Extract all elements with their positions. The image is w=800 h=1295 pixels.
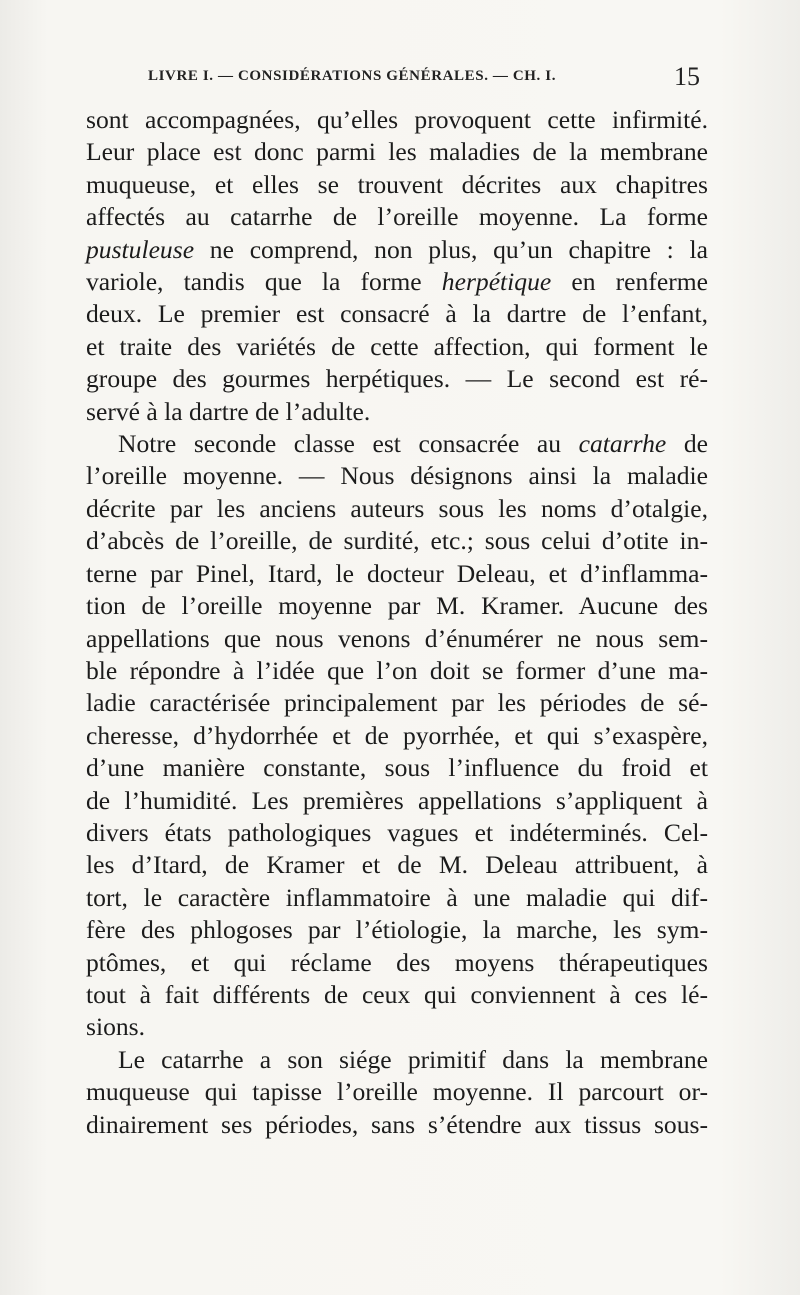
header-title: LIVRE I. — CONSIDÉRATIONS GÉNÉRALES. — CH. I. bbox=[148, 68, 557, 84]
text-segment: ble répondre à l’idée que l’on doit se former d’une ma- bbox=[86, 655, 708, 685]
text-segment: Notre seconde classe est consacrée au bbox=[118, 429, 579, 459]
text-line bbox=[86, 785, 708, 817]
text-segment: de bbox=[666, 429, 708, 459]
text-line bbox=[86, 849, 708, 881]
text-segment: décrite par les anciens auteurs sous les noms d’otalgie, bbox=[86, 493, 708, 523]
text-segment: cheresse, d’hydorrhée et de pyorrhée, et qui s’exaspère, bbox=[86, 720, 708, 750]
text-line bbox=[86, 363, 708, 395]
text-segment: tout à fait différents de ceux qui conviennent à ces lé- bbox=[86, 979, 708, 1009]
text-segment: en renferme bbox=[551, 267, 709, 297]
text-segment: ne comprend, non plus, qu’un chapitre : la bbox=[194, 234, 708, 264]
text-line bbox=[86, 1076, 708, 1108]
text-segment: et traite des variétés de cette affection, qui forment le bbox=[86, 331, 708, 361]
text-segment: variole, tandis que la forme bbox=[86, 267, 442, 297]
text-segment: tort, le caractère inflammatoire à une maladie qui dif- bbox=[86, 882, 708, 912]
text-line bbox=[86, 1011, 708, 1043]
text-line bbox=[86, 882, 708, 914]
text-segment: l’oreille moyenne. — Nous désignons ainsi la maladie bbox=[86, 461, 708, 491]
text-segment: terne par Pinel, Itard, le docteur Deleau, et d’inflamma- bbox=[86, 558, 708, 588]
text-line bbox=[86, 947, 708, 979]
text-line bbox=[86, 1044, 708, 1076]
text-segment: Le catarrhe a son siége primitif dans la membrane bbox=[118, 1044, 708, 1074]
text-line bbox=[86, 914, 708, 946]
text-line bbox=[86, 687, 708, 719]
text-segment: affectés au catarrhe de l’oreille moyenne. La forme bbox=[86, 202, 708, 232]
text-line bbox=[86, 752, 708, 784]
text-line bbox=[86, 331, 708, 363]
text-line bbox=[86, 201, 708, 233]
text-segment: appellations que nous venons d’énumérer ne nous sem- bbox=[86, 623, 708, 653]
text-segment: d’abcès de l’oreille, de surdité, etc.; sous celui d’otite in- bbox=[86, 526, 708, 556]
text-segment: deux. Le premier est consacré à la dartre de l’enfant, bbox=[86, 299, 708, 329]
text-segment: muqueuse, et elles se trouvent décrites aux chapitres bbox=[86, 169, 708, 199]
text-line bbox=[86, 169, 708, 201]
text-line bbox=[86, 558, 708, 590]
text-line bbox=[86, 1109, 708, 1141]
text-line bbox=[86, 234, 708, 266]
italic-text: catarrhe bbox=[578, 429, 667, 459]
text-segment: ptômes, et qui réclame des moyens thérapeutiques bbox=[86, 947, 708, 977]
text-line bbox=[86, 266, 708, 298]
text-segment: muqueuse qui tapisse l’oreille moyenne. Il parcourt or- bbox=[86, 1077, 708, 1107]
text-line bbox=[86, 720, 708, 752]
text-line bbox=[86, 590, 708, 622]
text-line bbox=[86, 493, 708, 525]
text-line bbox=[86, 298, 708, 330]
text-line bbox=[86, 623, 708, 655]
text-line bbox=[86, 136, 708, 168]
text-line bbox=[86, 817, 708, 849]
text-segment: servé à la dartre de l’adulte. bbox=[86, 396, 371, 426]
text-segment: tion de l’oreille moyenne par M. Kramer. Aucune des bbox=[86, 591, 708, 621]
text-segment: sont accompagnées, qu’elles provoquent cette infirmité. bbox=[86, 105, 708, 134]
body-text bbox=[86, 104, 708, 1141]
italic-text: pustuleuse bbox=[86, 234, 195, 264]
text-segment: les d’Itard, de Kramer et de M. Deleau attribuent, à bbox=[86, 850, 708, 880]
text-line bbox=[86, 396, 708, 428]
text-line bbox=[86, 460, 708, 492]
text-line bbox=[86, 525, 708, 557]
text-segment: fère des phlogoses par l’étiologie, la marche, les sym- bbox=[86, 915, 708, 945]
text-segment: Leur place est donc parmi les maladies de la membrane bbox=[86, 137, 708, 167]
text-segment: groupe des gourmes herpétiques. — Le second est ré- bbox=[86, 364, 708, 394]
page-number: 15 bbox=[674, 62, 700, 91]
text-segment: d’une manière constante, sous l’influence du froid et bbox=[86, 753, 708, 783]
text-line bbox=[86, 655, 708, 687]
text-line bbox=[86, 428, 708, 460]
text-segment: sions. bbox=[86, 1012, 146, 1042]
text-segment: divers états pathologiques vagues et indéterminés. Cel- bbox=[86, 817, 708, 847]
italic-text: herpétique bbox=[441, 267, 552, 297]
text-segment: ladie caractérisée principalement par les périodes de sé- bbox=[86, 688, 708, 718]
text-line bbox=[86, 104, 708, 136]
text-segment: de l’humidité. Les premières appellations s’appliquent à bbox=[86, 785, 708, 815]
text-line bbox=[86, 979, 708, 1011]
text-segment: dinairement ses périodes, sans s’étendre aux tissus sous- bbox=[86, 1109, 708, 1139]
